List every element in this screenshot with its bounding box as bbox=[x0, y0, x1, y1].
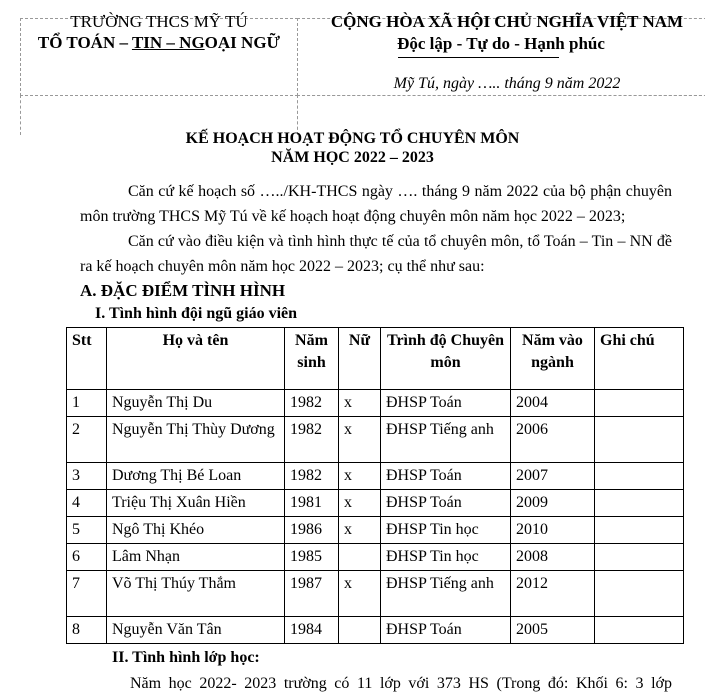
table-cell: 1982 bbox=[285, 390, 339, 417]
column-header: Ghi chú bbox=[595, 328, 684, 390]
table-cell: x bbox=[339, 571, 381, 617]
table-cell: 1 bbox=[67, 390, 107, 417]
column-header: Trình độ Chuyên môn bbox=[381, 328, 511, 390]
paragraph: Năm học 2022- 2023 trường có 11 lớp với 373 HS (Trong đó: Khối 6: 3 lớp bbox=[130, 675, 672, 692]
table-row bbox=[67, 463, 684, 490]
table-cell bbox=[339, 544, 381, 571]
dept-part: OẠI NGỮ bbox=[204, 33, 281, 52]
doc-subtitle: NĂM HỌC 2022 – 2023 bbox=[271, 149, 434, 166]
table-cell: ĐHSP Tiếng anh bbox=[381, 571, 511, 617]
column-header: Họ và tên bbox=[107, 328, 285, 390]
dept-part: TỔ TOÁN – bbox=[37, 33, 132, 52]
table-cell: Dương Thị Bé Loan bbox=[107, 463, 285, 490]
table-cell: 2008 bbox=[511, 544, 595, 571]
column-header: Nữ bbox=[339, 328, 381, 390]
table-cell: x bbox=[339, 463, 381, 490]
section-1-heading: I. Tình hình đội ngũ giáo viên bbox=[95, 305, 298, 322]
table-cell: 2006 bbox=[511, 417, 595, 463]
teacher-table bbox=[66, 327, 684, 644]
table-cell: ĐHSP Tiếng anh bbox=[381, 417, 511, 463]
table-cell: Triệu Thị Xuân Hiền bbox=[107, 490, 285, 517]
table-cell bbox=[595, 490, 684, 517]
document-body bbox=[0, 180, 705, 695]
table-cell: 2004 bbox=[511, 390, 595, 417]
section-2-heading: II. Tình hình lớp học: bbox=[112, 649, 260, 666]
table-cell: Nguyễn Thị Thùy Dương bbox=[107, 417, 285, 463]
table-cell: 1987 bbox=[285, 571, 339, 617]
table-cell bbox=[595, 463, 684, 490]
table-cell: x bbox=[339, 390, 381, 417]
table-cell: 8 bbox=[67, 617, 107, 644]
table-cell bbox=[339, 617, 381, 644]
table-row bbox=[67, 544, 684, 571]
table-row bbox=[67, 490, 684, 517]
table-cell bbox=[595, 544, 684, 571]
table-cell: ĐHSP Toán bbox=[381, 617, 511, 644]
table-cell: 3 bbox=[67, 463, 107, 490]
paragraph: Căn cứ kế hoạch số …../KH-THCS ngày …. tháng 9 năm 2022 của bộ phận chuyên môn trường THCS Mỹ Tú về kế hoạch hoạt động chuyên môn năm học 2022 – 2023; bbox=[80, 183, 672, 225]
section-a-heading: A. ĐẶC ĐIỂM TÌNH HÌNH bbox=[80, 281, 286, 300]
table-row bbox=[67, 517, 684, 544]
table-cell: 1985 bbox=[285, 544, 339, 571]
table-cell: 1982 bbox=[285, 417, 339, 463]
table-cell: ĐHSP Toán bbox=[381, 390, 511, 417]
table-cell bbox=[595, 390, 684, 417]
table-cell: ĐHSP Tin học bbox=[381, 517, 511, 544]
column-header: Năm vào ngành bbox=[511, 328, 595, 390]
column-header: Năm sinh bbox=[285, 328, 339, 390]
table-cell: ĐHSP Toán bbox=[381, 490, 511, 517]
table-cell bbox=[595, 417, 684, 463]
table-cell bbox=[595, 571, 684, 617]
table-cell: x bbox=[339, 517, 381, 544]
date-right-box bbox=[297, 95, 705, 135]
motto-underline bbox=[398, 57, 559, 58]
table-cell: Nguyễn Thị Du bbox=[107, 390, 285, 417]
table-cell: 2012 bbox=[511, 571, 595, 617]
table-cell bbox=[595, 617, 684, 644]
doc-title: KẾ HOẠCH HOẠT ĐỘNG TỔ CHUYÊN MÔN bbox=[185, 130, 520, 147]
date-left-box bbox=[20, 95, 298, 135]
table-cell: Nguyễn Văn Tân bbox=[107, 617, 285, 644]
nation-title: CỘNG HÒA XÃ HỘI CHỦ NGHĨA VIỆT NAM bbox=[330, 12, 684, 31]
table-cell: 2010 bbox=[511, 517, 595, 544]
table-row bbox=[67, 617, 684, 644]
date-line: Mỹ Tú, ngày ….. tháng 9 năm 2022 bbox=[393, 75, 621, 92]
motto: Độc lập - Tự do - Hạnh phúc bbox=[397, 34, 605, 53]
table-cell: 1981 bbox=[285, 490, 339, 517]
school-name: TRƯỜNG THCS MỸ TÚ bbox=[70, 12, 248, 31]
column-header: Stt bbox=[67, 328, 107, 390]
table-cell: 2009 bbox=[511, 490, 595, 517]
table-cell: ĐHSP Toán bbox=[381, 463, 511, 490]
table-cell: Võ Thị Thúy Thắm bbox=[107, 571, 285, 617]
department-name bbox=[20, 33, 298, 53]
table-cell: 5 bbox=[67, 517, 107, 544]
table-cell bbox=[595, 517, 684, 544]
table-cell: Lâm Nhạn bbox=[107, 544, 285, 571]
table-cell: 4 bbox=[67, 490, 107, 517]
table-cell: 1982 bbox=[285, 463, 339, 490]
table-cell: 1984 bbox=[285, 617, 339, 644]
table-row bbox=[67, 571, 684, 617]
table-cell: 7 bbox=[67, 571, 107, 617]
table-cell: x bbox=[339, 417, 381, 463]
table-row bbox=[67, 417, 684, 463]
paragraph: Căn cứ vào điều kiện và tình hình thực tế của tổ chuyên môn, tổ Toán – Tin – NN đề ra kế hoạch chuyên môn năm học 2022 – 2023; cụ thể như sau: bbox=[80, 233, 672, 275]
table-row bbox=[67, 390, 684, 417]
table-cell: 1986 bbox=[285, 517, 339, 544]
table-cell: 2 bbox=[67, 417, 107, 463]
table-cell: 2005 bbox=[511, 617, 595, 644]
table-cell: Ngô Thị Khéo bbox=[107, 517, 285, 544]
table-cell: x bbox=[339, 490, 381, 517]
dept-part-underlined: TIN – NG bbox=[131, 33, 205, 52]
table-cell: 2007 bbox=[511, 463, 595, 490]
table-header-row bbox=[67, 328, 684, 390]
table-cell: 6 bbox=[67, 544, 107, 571]
table-cell: ĐHSP Tin học bbox=[381, 544, 511, 571]
